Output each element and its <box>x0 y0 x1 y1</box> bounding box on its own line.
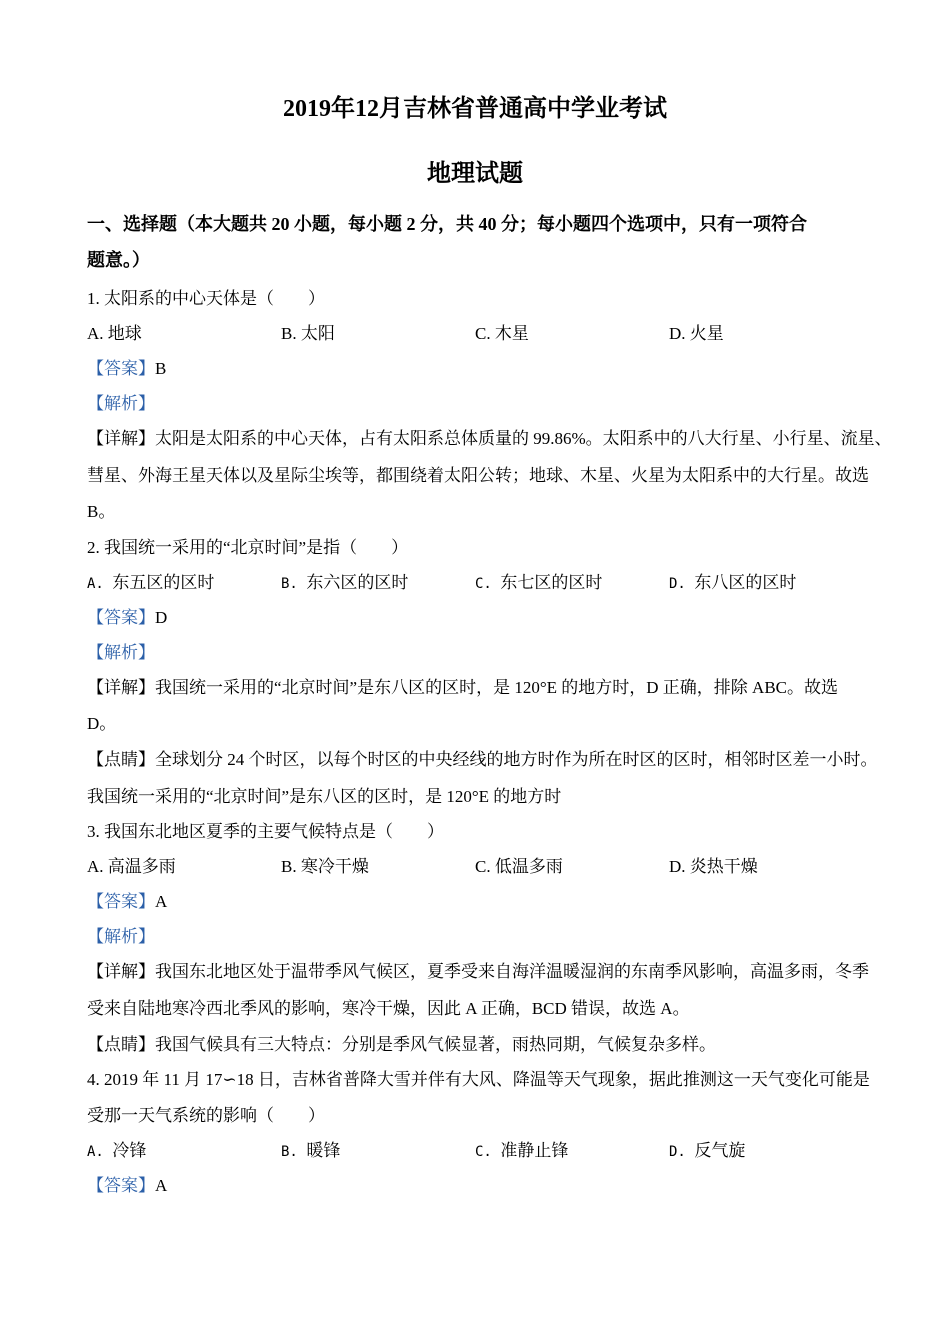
detail-line-cont: B。 <box>87 502 116 521</box>
detail-line-cont: 彗星、外海王星天体以及星际尘埃等，都围绕着太阳公转；地球、木星、火星为太阳系中的大行星。故选 <box>87 466 869 485</box>
comment-line: 【点睛】全球划分 24 个时区，以每个时区的中央经线的地方时作为所在时区的区时，相邻时区差一小时。 <box>87 750 878 769</box>
document-subtitle: 地理试题 <box>427 161 523 187</box>
document-title: 2019年12月吉林省普通高中学业考试 <box>283 96 667 122</box>
answer-tag: 【答案】 <box>87 608 155 627</box>
answer-tag: 【答案】 <box>87 359 155 378</box>
answer-line: 【答案】A <box>87 1176 168 1195</box>
option-b: B. 寒冷干燥 <box>281 857 369 876</box>
analysis-tag: 【解析】 <box>87 394 155 413</box>
option-d: D. 火星 <box>669 324 724 343</box>
question-stem: 2. 我国统一采用的“北京时间”是指（ ） <box>87 538 409 557</box>
detail-tag: 【详解】 <box>87 962 155 981</box>
analysis-tag: 【解析】 <box>87 643 155 662</box>
option-c: C. 低温多雨 <box>475 857 563 876</box>
option-d: D. 东八区的区时 <box>669 573 797 592</box>
detail-line: 【详解】我国统一采用的“北京时间”是东八区的区时，是 120°E 的地方时，D 正确，排除 ABC。故选 <box>87 678 839 697</box>
option-a: A. 冷锋 <box>87 1141 147 1160</box>
detail-line: 【详解】太阳是太阳系的中心天体，占有太阳系总体质量的 99.86%。太阳系中的八大行星、小行星、流星、 <box>87 429 892 448</box>
option-b: B. 东六区的区时 <box>281 573 409 592</box>
detail-tag: 【详解】 <box>87 678 155 697</box>
question-stem: 4. 2019 年 11 月 17∽18 日，吉林省普降大雪并伴有大风、降温等天气现象，据此推测这一天气变化可能是 <box>87 1070 870 1089</box>
question-stem-cont: 受那一天气系统的影响（ ） <box>87 1106 325 1125</box>
option-c: C. 东七区的区时 <box>475 573 603 592</box>
question-stem: 3. 我国东北地区夏季的主要气候特点是（ ） <box>87 822 444 841</box>
section-heading: 一、选择题（本大题共 20 小题，每小题 2 分，共 40 分；每小题四个选项中，只有一项符合 <box>87 214 807 234</box>
comment-tag: 【点睛】 <box>87 750 155 769</box>
analysis-line <box>87 922 870 947</box>
comment-line-cont: 我国统一采用的“北京时间”是东八区的区时，是 120°E 的地方时 <box>87 787 562 806</box>
answer-tag: 【答案】 <box>87 1176 155 1195</box>
answer-line: 【答案】B <box>87 359 167 378</box>
detail-line-cont: D。 <box>87 714 117 733</box>
detail-tag: 【详解】 <box>87 429 155 448</box>
comment-line: 【点睛】我国气候具有三大特点：分别是季风气候显著，雨热同期，气候复杂多样。 <box>87 1035 716 1054</box>
option-b: B. 太阳 <box>281 324 335 343</box>
option-d: D. 反气旋 <box>669 1141 746 1160</box>
comment-tag: 【点睛】 <box>87 1035 155 1054</box>
detail-line: 【详解】我国东北地区处于温带季风气候区，夏季受来自海洋温暖湿润的东南季风影响，高温多雨，冬季 <box>87 962 869 981</box>
analysis-line <box>87 638 870 663</box>
analysis-line <box>87 389 870 414</box>
answer-tag: 【答案】 <box>87 892 155 911</box>
option-a: A. 东五区的区时 <box>87 573 215 592</box>
detail-line-cont: 受来自陆地寒冷西北季风的影响，寒冷干燥，因此 A 正确，BCD 错误，故选 A。 <box>87 999 690 1018</box>
option-a: A. 高温多雨 <box>87 857 176 876</box>
section-heading-cont: 题意。） <box>87 250 150 270</box>
answer-line: 【答案】A <box>87 892 168 911</box>
option-c: C. 木星 <box>475 324 529 343</box>
analysis-tag: 【解析】 <box>87 927 155 946</box>
option-a: A. 地球 <box>87 324 142 343</box>
option-b: B. 暖锋 <box>281 1141 341 1160</box>
option-d: D. 炎热干燥 <box>669 857 758 876</box>
answer-line: 【答案】D <box>87 608 168 627</box>
question-stem: 1. 太阳系的中心天体是（ ） <box>87 289 325 308</box>
option-c: C. 准静止锋 <box>475 1141 569 1160</box>
